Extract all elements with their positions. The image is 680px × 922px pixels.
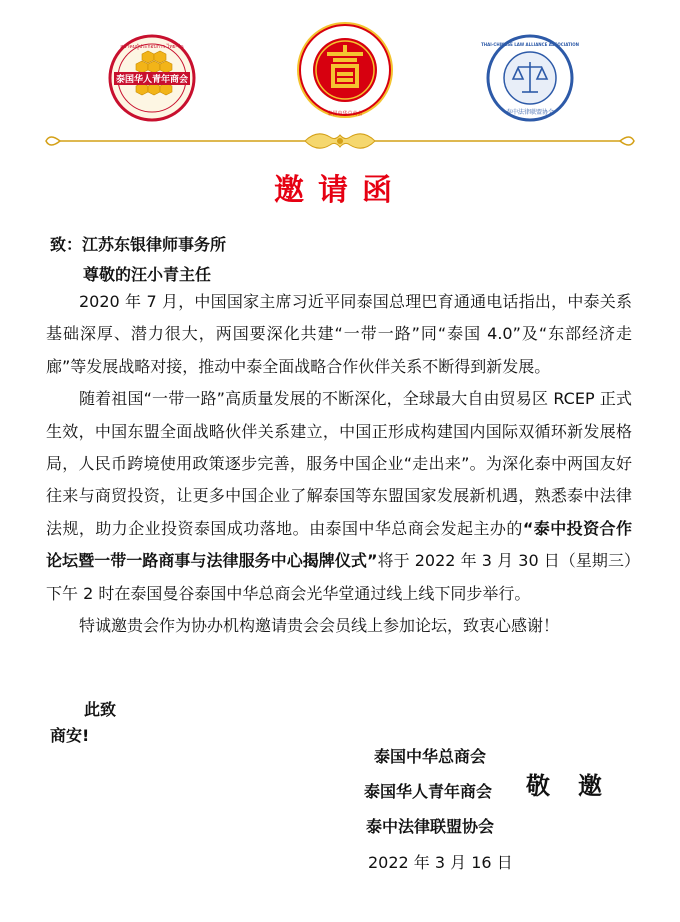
respectfully-invite: 敬邀 xyxy=(526,771,630,800)
signatory-2: 泰国华人青年商会 xyxy=(364,782,493,801)
young-chamber-logo-thai: สมาคมผู้ประกอบการ ไทย-จีน xyxy=(120,44,184,50)
letter-title: 邀请函 xyxy=(274,173,406,208)
paragraph-3: 特诚邀贵会作为协办机构邀请贵会会员线上参加论坛，致衷心感谢！ xyxy=(79,616,560,636)
chamber-of-commerce-logo xyxy=(295,20,395,120)
paragraph-2-details: 将于 2022 年 3 月 30 日（星期三）下午 2 时在泰国曼谷泰国中华总商会光华堂通过线上线下同步举行。 xyxy=(46,551,632,603)
chamber-logo-name: 泰国中华总商会 xyxy=(327,111,363,117)
letter-body xyxy=(46,286,632,642)
closing-line-1: 此致 xyxy=(84,700,117,719)
young-chamber-logo-name: 泰国华人青年商会 xyxy=(115,75,189,85)
logo-row xyxy=(0,14,680,124)
ornamental-divider xyxy=(40,128,640,154)
paragraph-2-intro: 随着祖国“一带一路”高质量发展的不断深化，全球最大自由贸易区 RCEP 正式生效，中国东盟全面战略伙伴关系建立，中国正形成构建国内国际双循环新发展格局，人民币跨境使用政策逐步完善，服务中国企业“走出来”。为深化泰中两国友好往来与商贸投资，让更多中国企业了解泰国等东盟国家发展新机遇，熟悉泰中法律法规，助力企业投资泰国成功落地。由泰国中华总商会发起主办的 xyxy=(46,389,632,538)
recipient-line: 致：江苏东银律师事务所 xyxy=(50,235,227,254)
paragraph-1: 2020 年 7 月，中国国家主席习近平同泰国总理巴育通通电话指出，中泰关系基础深厚、潜力很大，两国要深化共建“一带一路”同“泰国 4.0”及“东部经济走廊”等发展战略对接，推动中泰全面战略合作伙伴关系不断得到新发展。 xyxy=(46,292,632,376)
signatory-3: 泰中法律联盟协会 xyxy=(366,817,495,836)
law-alliance-logo-text: THAI-CHINESE LAW ALLIANCE ASSOCIATION xyxy=(481,42,579,47)
letter-date: 2022 年 3 月 16 日 xyxy=(368,853,513,872)
paragraph-2 xyxy=(46,383,632,610)
salutation: 尊敬的汪小青主任 xyxy=(83,265,212,284)
young-chamber-logo xyxy=(108,34,196,122)
signatory-1: 泰国中华总商会 xyxy=(374,747,487,766)
law-alliance-logo xyxy=(481,34,579,122)
law-alliance-logo-name: 泰中法律联盟协会 xyxy=(505,109,555,116)
closing-line-2: 商安! xyxy=(50,726,90,745)
event-name: “泰中投资合作论坛暨一带一路商事与法律服务中心揭牌仪式” xyxy=(46,518,632,571)
